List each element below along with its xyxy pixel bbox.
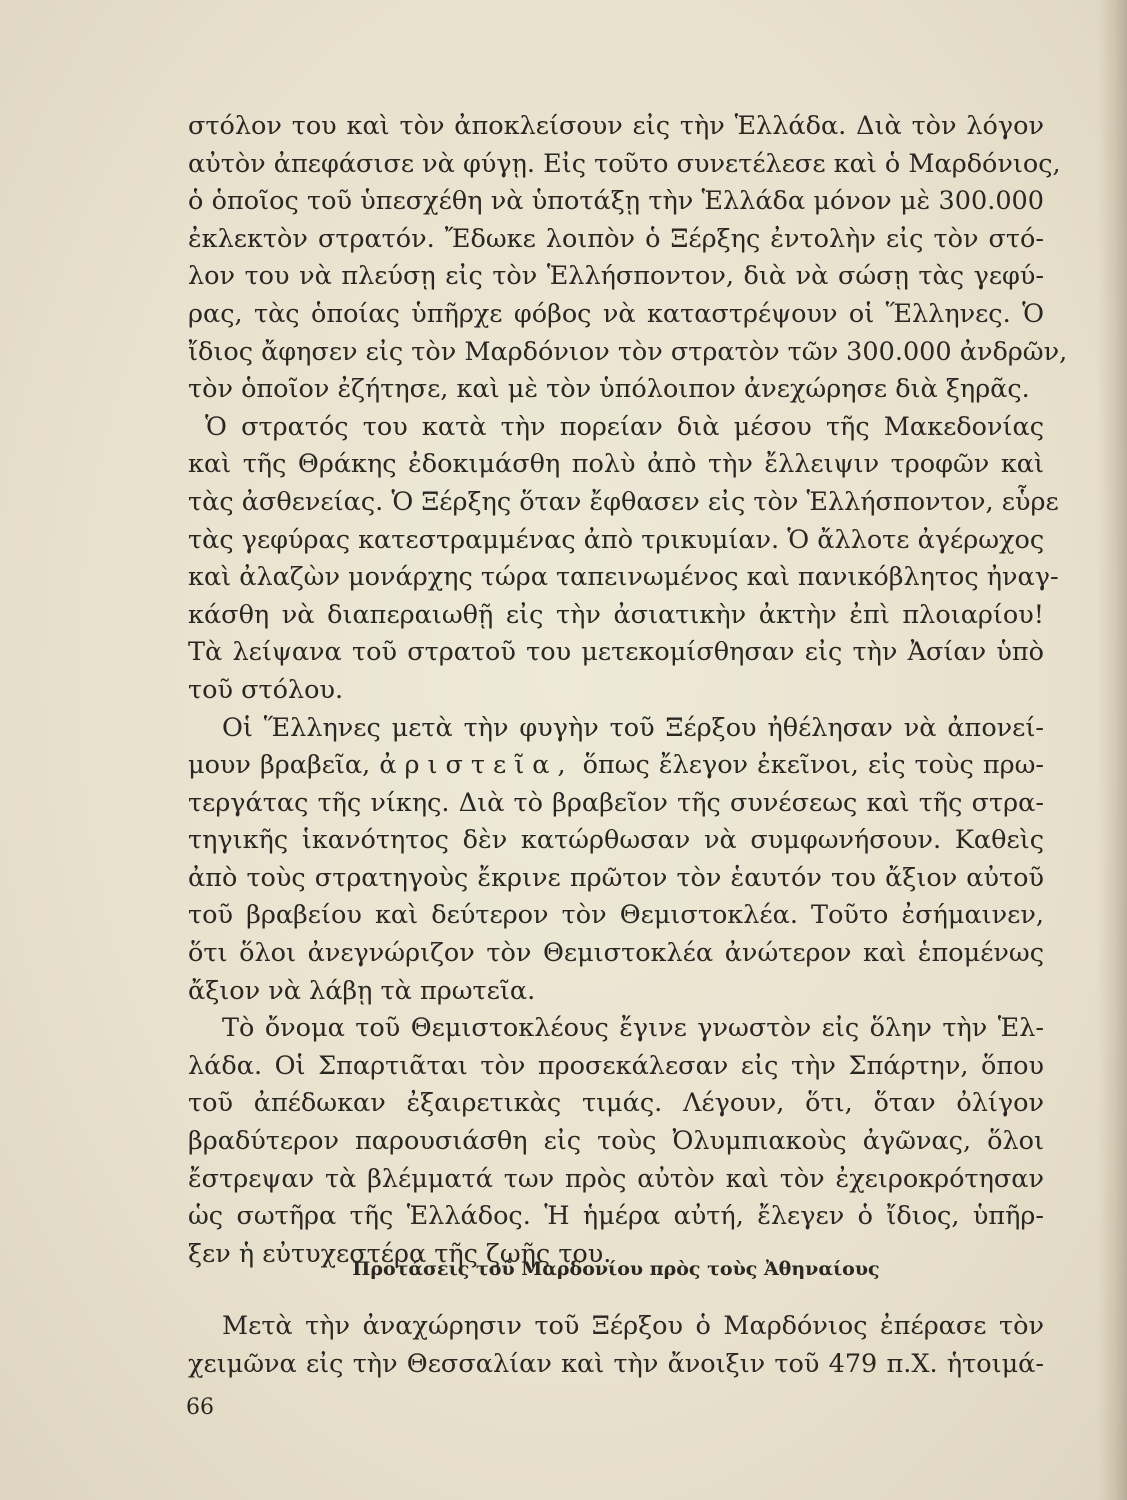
text-line: τοῦ ἀπέδωκαν ἐξαιρετικὰς τιμάς. Λέγουν, ὅτι, ὅταν ὀλίγον: [188, 1088, 1044, 1119]
body-text-continued: [188, 1308, 1044, 1383]
text-line: τεργάτας τῆς νίκης. Διὰ τὸ βραβεῖον τῆς συνέσεως καὶ τῆς στρα-: [188, 787, 1044, 818]
text-line: τὰς ἀσθενείας. Ὁ Ξέρξης ὅταν ἔφθασεν εἰς τὸν Ἑλλήσποντον, εὗρε: [188, 486, 1059, 517]
emphasized-word: ἀριστεῖα,: [379, 750, 574, 781]
text-line: καὶ τῆς Θράκης ἐδοκιμάσθη πολὺ ἀπὸ τὴν ἔλλειψιν τροφῶν καὶ: [188, 449, 1044, 480]
text-line: ὡς σωτῆρα τῆς Ἑλλάδος. Ἡ ἡμέρα αὐτή, ἔλεγεν ὁ ἴδιος, ὑπῆρ-: [188, 1201, 1044, 1232]
text-line: αὐτὸν ἀπεφάσισε νὰ φύγῃ. Εἰς τοῦτο συνετέλεσε καὶ ὁ Μαρδόνιος,: [188, 148, 1061, 179]
page-number: 66: [186, 1395, 214, 1420]
text-line: κάσθη νὰ διαπεραιωθῇ εἰς τὴν ἀσιατικὴν ἀκτὴν ἐπὶ πλοιαρίου!: [188, 599, 1044, 630]
text-line: ὅτι ὅλοι ἀνεγνώριζον τὸν Θεμιστοκλέα ἀνώτερον καὶ ἑπομένως: [188, 938, 1044, 969]
section-heading: Προτάσεις τοῦ Μαρδονίου πρὸς τοὺς Ἀθηναίους: [352, 1258, 880, 1280]
text-line: στόλον του καὶ τὸν ἀποκλείσουν εἰς τὴν Ἑλλάδα. Διὰ τὸν λόγον: [188, 111, 1044, 141]
page-edge-shadow: [1098, 0, 1127, 1500]
text-line: Τὸ ὄνομα τοῦ Θεμιστοκλέους ἔγινε γνωστὸν εἰς ὅλην τὴν Ἑλ-: [222, 1013, 1044, 1044]
text-line: καὶ ἀλαζὼν μονάρχης τώρα ταπεινωμένος καὶ πανικόβλητος ἠναγ-: [188, 562, 1059, 593]
text-line: Τὰ λείψανα τοῦ στρατοῦ του μετεκομίσθησαν εἰς τὴν Ἀσίαν ὑπὸ: [188, 637, 1044, 668]
text-line: ἴδιος ἄφησεν εἰς τὸν Μαρδόνιον τὸν στρατὸν τῶν 300.000 ἀνδρῶν,: [188, 336, 1068, 367]
text-line: ἀπὸ τοὺς στρατηγοὺς ἔκρινε πρῶτον τὸν ἑαυτόν του ἄξιον αὐτοῦ: [188, 862, 1044, 893]
text-line: ἄξιον νὰ λάβῃ τὰ πρωτεῖα.: [188, 975, 536, 1006]
text-line: τὰς γεφύρας κατεστραμμένας ἀπὸ τρικυμίαν. Ὁ ἄλλοτε ἀγέρωχος: [188, 524, 1045, 555]
text-fragment: μουν βραβεῖα,: [188, 750, 371, 781]
text-line: ἐκλεκτὸν στρατόν. Ἔδωκε λοιπὸν ὁ Ξέρξης ἐντολὴν εἰς τὸν στό-: [188, 223, 1044, 254]
text-line: τοῦ βραβείου καὶ δεύτερον τὸν Θεμιστοκλέα. Τοῦτο ἐσήμαινεν,: [188, 900, 1044, 931]
text-line: λάδα. Οἱ Σπαρτιᾶται τὸν προσεκάλεσαν εἰς τὴν Σπάρτην, ὅπου: [188, 1050, 1044, 1081]
body-text: [188, 108, 1068, 1273]
text-line: ἔστρεψαν τὰ βλέμματά των πρὸς αὐτὸν καὶ τὸν ἐχειροκρότησαν: [188, 1163, 1044, 1194]
text-line: χειμῶνα εἰς τὴν Θεσσαλίαν καὶ τὴν ἄνοιξιν τοῦ 479 π.Χ. ἡτοιμά-: [188, 1348, 1044, 1379]
text-line: βραδύτερον παρουσιάσθη εἰς τοὺς Ὀλυμπιακοὺς ἀγῶνας, ὅλοι: [188, 1126, 1044, 1157]
text-line: τηγικῆς ἱκανότητος δὲν κατώρθωσαν νὰ συμφωνήσουν. Καθεὶς: [188, 825, 1044, 856]
text-line: [188, 747, 1044, 785]
text-line: λον του νὰ πλεύσῃ εἰς τὸν Ἑλλήσποντον, διὰ νὰ σώσῃ τὰς γεφύ-: [188, 261, 1044, 292]
text-fragment: ὅπως ἔλεγον ἐκεῖνοι, εἰς τοὺς πρω-: [582, 750, 1045, 781]
text-line: Οἱ Ἕλληνες μετὰ τὴν φυγὴν τοῦ Ξέρξου ἠθέλησαν νὰ ἀπονεί-: [222, 712, 1044, 743]
text-line: τὸν ὁποῖον ἐζήτησε, καὶ μὲ τὸν ὑπόλοιπον ἀνεχώρησε διὰ ξηρᾶς.: [188, 374, 1030, 405]
text-line: τοῦ στόλου.: [188, 674, 344, 705]
text-line: ξεν ἡ εὐτυχεστέρα τῆς ζωῆς του.: [188, 1238, 612, 1269]
text-line: ὁ ὁποῖος τοῦ ὑπεσχέθη νὰ ὑποτάξῃ τὴν Ἑλλάδα μόνον μὲ 300.000: [188, 186, 1044, 217]
text-line: Μετὰ τὴν ἀναχώρησιν τοῦ Ξέρξου ὁ Μαρδόνιος ἐπέρασε τὸν: [222, 1311, 1044, 1341]
text-line: Ὁ στρατός του κατὰ τὴν πορείαν διὰ μέσου τῆς Μακεδονίας: [205, 411, 1044, 442]
text-line: ρας, τὰς ὁποίας ὑπῆρχε φόβος νὰ καταστρέψουν οἱ Ἕλληνες. Ὁ: [188, 298, 1044, 329]
